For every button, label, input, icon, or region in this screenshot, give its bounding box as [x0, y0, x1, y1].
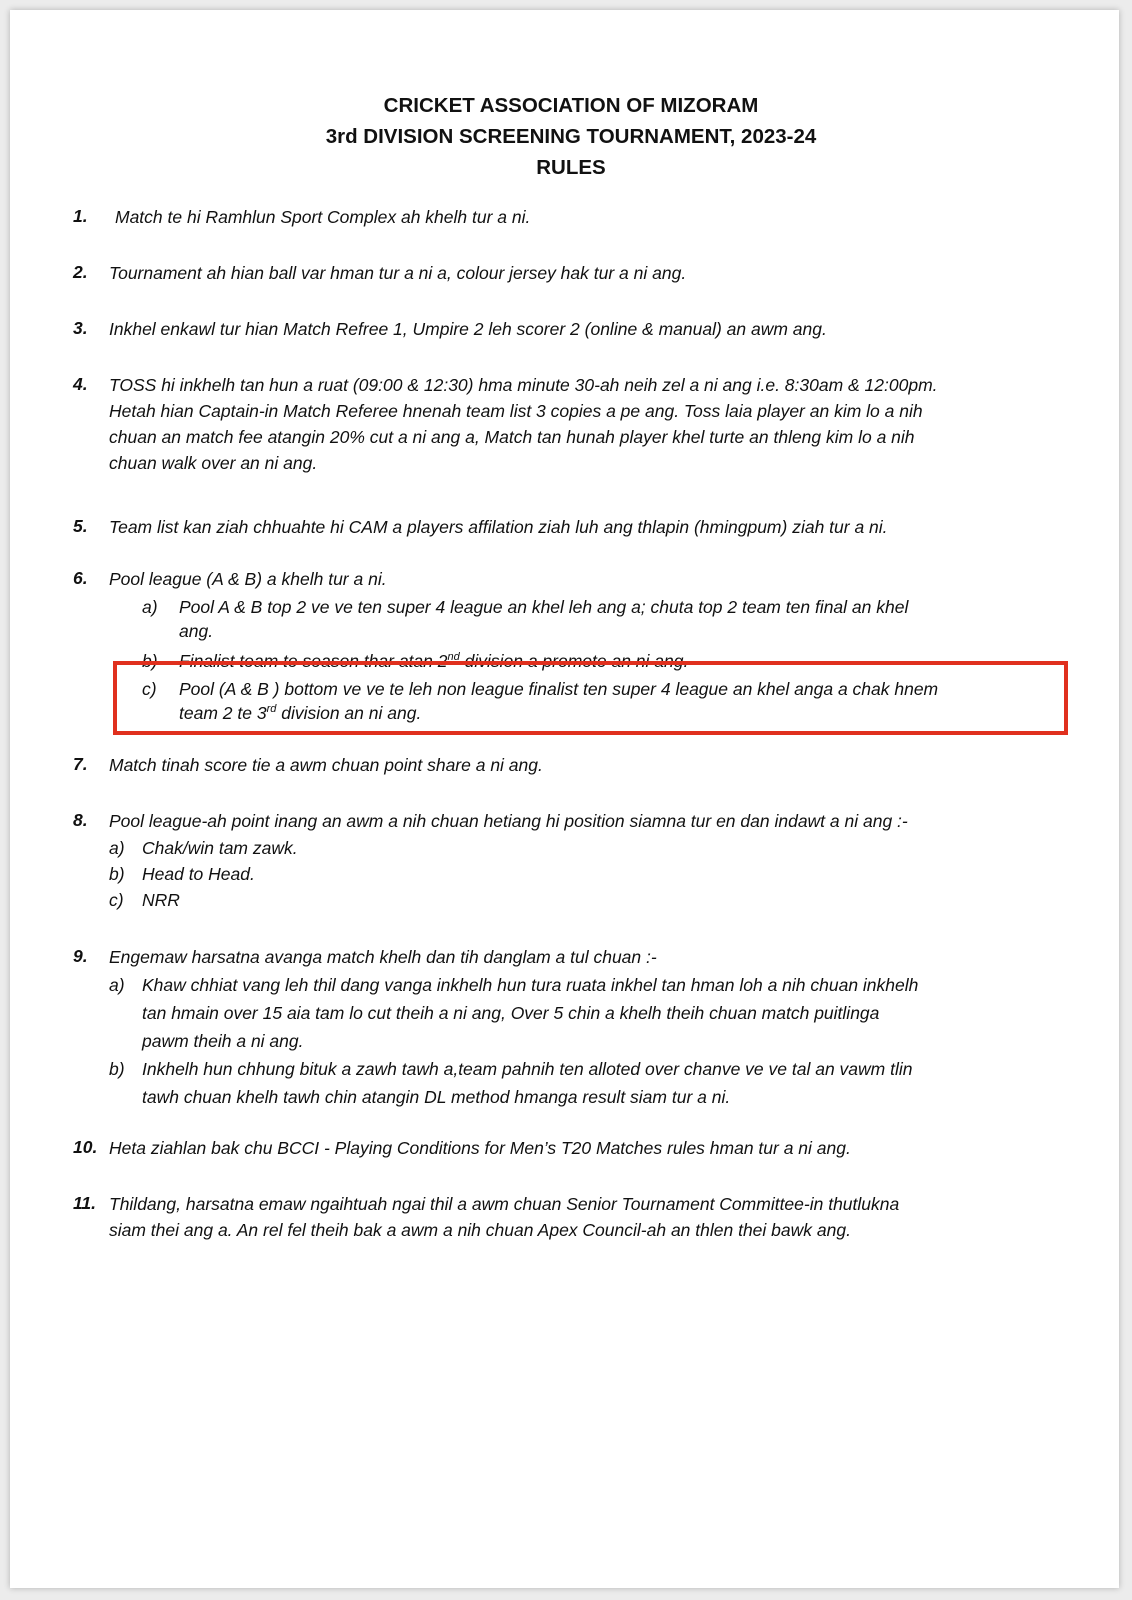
sub-item-text-part: team 2 te 3	[179, 703, 267, 723]
rule-text: Heta ziahlan bak chu BCCI - Playing Conditions for Men’s T20 Matches rules hman tur a ni ang.	[109, 1138, 851, 1158]
sub-item-text-part: division a promote an ni ang.	[459, 651, 689, 671]
rule-text: Pool league-ah point inang an awm a nih chuan hetiang hi position siamna tur en dan indawt a ni ang :-	[109, 811, 908, 831]
sub-item-text-line: pawm theih a ni ang.	[142, 1031, 304, 1051]
rule-text: Team list kan ziah chhuahte hi CAM a players affilation ziah luh ang thlapin (hmingpum) ziah tur a ni.	[109, 517, 888, 537]
rule-number: 8.	[73, 810, 88, 830]
rule-text-line: siam thei ang a. An rel fel theih bak a awm a nih chuan Apex Council-ah an thlen thei bawk ang.	[109, 1220, 851, 1240]
rule-text-line: chuan walk over an ni ang.	[109, 453, 318, 473]
header-association: CRICKET ASSOCIATION OF MIZORAM	[383, 94, 759, 117]
sub-item-text: NRR	[142, 890, 180, 910]
rule-text-line: Thildang, harsatna emaw ngaihtuah ngai thil a awm chuan Senior Tournament Committee-in thutlukna	[109, 1194, 900, 1214]
rule-number: 7.	[73, 754, 88, 774]
rule-text: Inkhel enkawl tur hian Match Refree 1, Umpire 2 leh scorer 2 (online & manual) an awm ang.	[109, 319, 827, 339]
rule-number: 11.	[73, 1193, 97, 1213]
superscript: nd	[447, 651, 460, 664]
sub-item-label: c)	[142, 679, 157, 699]
rules-list	[10, 10, 1119, 1588]
sub-item-text-part: Finalist team te season thar atan 2	[179, 651, 448, 671]
sub-item-text: Head to Head.	[142, 864, 255, 884]
rule-text-line: chuan an match fee atangin 20% cut a ni ang a, Match tan hunah player khel turte an thleng kim lo a nih	[109, 427, 915, 447]
sub-item-text: Chak/win tam zawk.	[142, 838, 298, 858]
sub-item-label: b)	[109, 864, 125, 884]
sub-item-text-line: Pool (A & B ) bottom ve ve te leh non league finalist ten super 4 league an khel anga a chak hnem	[179, 679, 939, 699]
sub-item-text-line: Khaw chhiat vang leh thil dang vanga inkhelh hun tura ruata inkhel tan hman loh a nih chuan inkhelh	[142, 975, 919, 995]
sub-item-text-line: ang.	[179, 621, 214, 641]
rule-number: 3.	[73, 318, 88, 338]
rule-text-line: TOSS hi inkhelh tan hun a ruat (09:00 & 12:30) hma minute 30-ah neih zel a ni ang i.e. 8:30am & 12:00pm.	[109, 375, 938, 395]
highlight-box	[113, 661, 1068, 735]
header-rules: RULES	[536, 156, 606, 179]
sub-item-text-line: Pool A & B top 2 ve ve ten super 4 league an khel leh ang a; chuta top 2 team ten final an khel	[179, 597, 909, 617]
rule-number: 9.	[73, 946, 88, 966]
rule-text: Pool league (A & B) a khelh tur a ni.	[109, 569, 387, 589]
document-page	[10, 10, 1119, 1588]
sub-item-label: b)	[109, 1059, 125, 1079]
rule-number: 5.	[73, 516, 88, 536]
sub-item-text-line: tawh chuan khelh tawh chin atangin DL method hmanga result siam tur a ni.	[142, 1087, 731, 1107]
sub-item-label: b)	[142, 651, 158, 671]
rule-number: 6.	[73, 568, 88, 588]
sub-item-label: a)	[109, 838, 125, 858]
rule-text-line: Hetah hian Captain-in Match Referee hnenah team list 3 copies a pe ang. Toss laia player an kim lo a nih	[109, 401, 923, 421]
rule-text: Tournament ah hian ball var hman tur a ni a, colour jersey hak tur a ni ang.	[109, 263, 687, 283]
rule-number: 2.	[73, 262, 88, 282]
rule-number: 4.	[73, 374, 88, 394]
superscript: rd	[266, 703, 277, 716]
sub-item-label: a)	[109, 975, 125, 995]
header-tournament: 3rd DIVISION SCREENING TOURNAMENT, 2023-24	[325, 125, 817, 148]
sub-item-text-line: tan hmain over 15 aia tam lo cut theih a ni ang, Over 5 chin a khelh theih chuan match puitlinga	[142, 1003, 880, 1023]
sub-item-label: c)	[109, 890, 124, 910]
sub-item-label: a)	[142, 597, 158, 617]
rule-number: 10.	[73, 1137, 98, 1157]
rule-text: Engemaw harsatna avanga match khelh dan tih danglam a tul chuan :-	[109, 947, 657, 967]
rule-number: 1.	[73, 206, 88, 226]
rule-text: Match te hi Ramhlun Sport Complex ah khelh tur a ni.	[115, 207, 531, 227]
sub-item-text-line: Inkhelh hun chhung bituk a zawh tawh a,team pahnih ten alloted over chanve ve ve tal an vawm tlin	[142, 1059, 913, 1079]
sub-item-text-part: division an ni ang.	[276, 703, 422, 723]
rule-text: Match tinah score tie a awm chuan point share a ni ang.	[109, 755, 543, 775]
